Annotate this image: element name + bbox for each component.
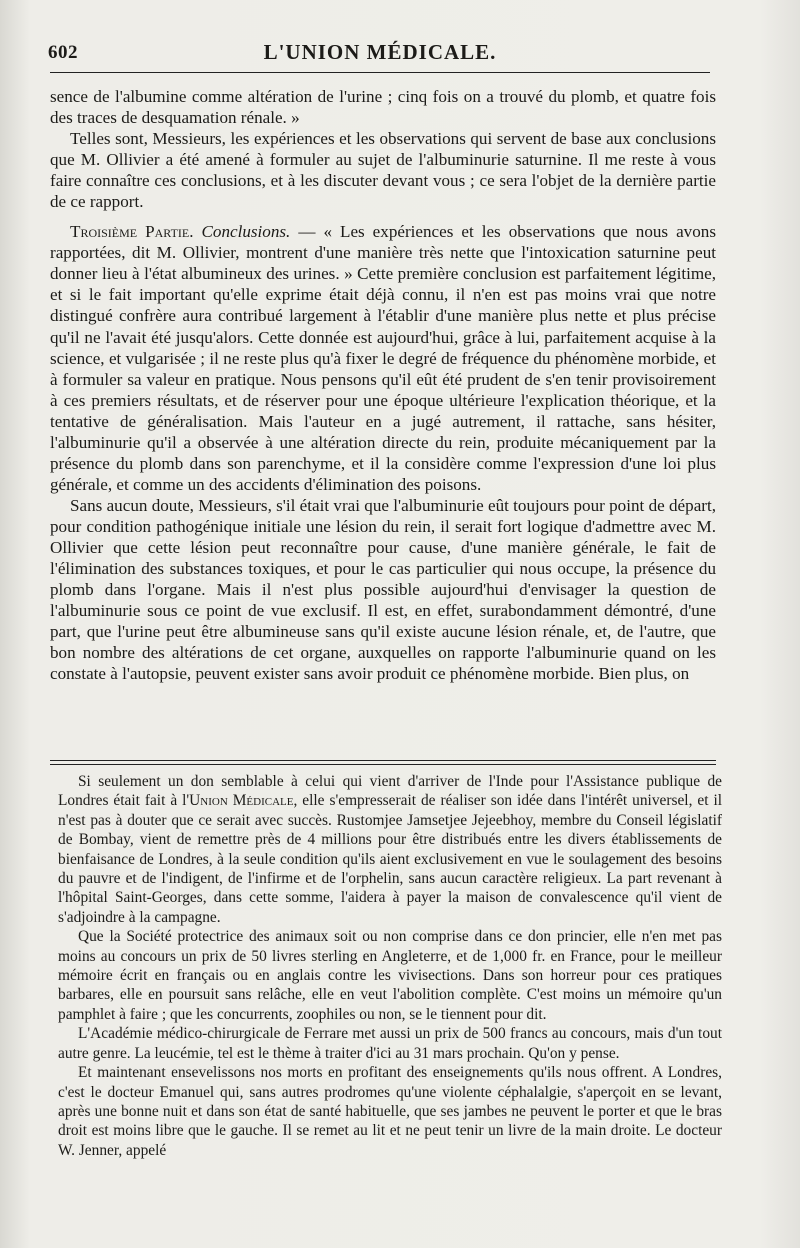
note-1-text-b: , elle s'empresserait de réaliser son idée dans l'intérêt universel, et il n'est pas à douter que ce serait avec succès. Rustomjee Jamsetjee Jejeebhoy, membre du Conseil législatif de Bombay, vient de remettre près de 4 millions pour être distribués entre les divers établissements de bienfaisance de Londres, à la seule condition qu'ils aient exclusivement en vue le soulagement des besoins du pauvre et de l'indigent, de l'infirme et de l'orphelin, sans aucun caractère religieux. La part revenant à l'hôpital Saint-Georges, dans cette somme, l'aidera à payer la maison de convalescence qu'il vient de s'adjoindre à la campagne. (58, 792, 723, 926)
page-header (48, 36, 712, 66)
paragraph-conclusions (50, 221, 716, 495)
header-rule (50, 72, 710, 73)
section-subheading: Conclusions. (201, 222, 291, 242)
note-assistance-publique (58, 772, 722, 927)
section-heading: Troisième Partie. (70, 222, 194, 242)
paragraph-telles-sont: Telles sont, Messieurs, les expériences et les observations qui servent de base aux conclusions que M. Ollivier a été amené à formuler au sujet de l'albuminurie saturnine. Il me reste à vous faire connaître ces conclusions, et à les discuter devant vous ; ce sera l'objet de la dernière partie de ce rapport. (50, 129, 716, 212)
footnote-separator (50, 760, 716, 765)
paragraph-sans-aucun-doute: Sans aucun doute, Messieurs, s'il était vrai que l'albuminurie eût toujours pour point de départ, pour condition pathogénique initiale une lésion du rein, il serait fort logique d'admettre avec M. Ollivier que cette lésion peut reconnaître pour cause, d'une manière générale, le fait de l'élimination des substances toxiques, et pour le cas particulier qui nous occupe, la présence du plomb dans l'organe. Mais il n'est plus possible aujourd'hui d'envisager la question de l'albuminurie sous ce point de vue exclusif. Il est, en effet, surabondamment démontré, d'une part, que l'urine peut être albumineuse sans qu'il existe aucune lésion rénale, et, de l'autre, que bon nombre des altérations de cet organe, auxquelles on rapporte l'albuminurie quand on les constate à l'autopsie, peuvent exister sans avoir produit ce phénomène morbide. Bien plus, on (50, 495, 716, 684)
note-docteur-emanuel: Et maintenant ensevelissons nos morts en profitant des enseignements qu'ils nous offrent. A Londres, c'est le docteur Emanuel qui, sans autres prodromes qu'une violente céphalalgie, s'aperçoit en se levant, après une bonne nuit et dans son état de santé habituelle, que ses jambes ne peuvent le porter et que le bras droit est moins libre que le gauche. Il se remet au lit et ne peut tenir un livre de la main droite. Le docteur W. Jenner, appelé (58, 1064, 722, 1159)
page-number: 602 (48, 42, 78, 63)
note-societe-protectrice: Que la Société protectrice des animaux soit ou non comprise dans ce don princier, elle n'en met pas moins au concours un prix de 50 livres sterling en Angleterre, et de 1,000 fr. en France, pour le meilleur mémoire écrit en français ou en anglais contre les vivisections. Dans son horreur pour ces pratiques barbares, elle en poursuit sans relâche, elle en veut l'abolition complète. C'est moins un mémoire qu'un pamphlet à faire ; que les concurrents, zoophiles ou non, se le tiennent pour dit. (58, 928, 722, 1023)
paragraph-continuation: sence de l'albumine comme altération de l'urine ; cinq fois on a trouvé du plomb, et quatre fois des traces de desquamation rénale. » (50, 87, 716, 128)
note-1-journal-name: Union Médicale (189, 792, 294, 810)
paragraph-conclusions-text: — « Les expériences et les observations que nous avons rapportées, dit M. Ollivier, montrent d'une manière très nette que l'intoxication saturnine peut donner lieu à l'état albumineux des urines. » Cette première conclusion est parfaitement légitime, et si le fait important qu'elle exprime était déjà connu, il n'en est pas moins vrai que notre distingué confrère aura contribué largement à l'établir d'une manière plus nette et plus précise qu'il ne l'avait été jusqu'alors. Cette donnée est aujourd'hui, grâce à lui, parfaitement acquise à la science, et vulgarisée ; il ne reste plus qu'à fixer le degré de fréquence du phénomène morbide, et à formuler sa valeur en pratique. Nous pensons qu'il eût été prudent de s'en tenir provisoirement à ces premiers résultats, et de réserver pour une époque ultérieure l'explication théorique, et la tentative de généralisation. Mais l'auteur en a jugé autrement, il rattache, sans hésiter, l'albuminurie qu'il a observée à une altération directe du rein, produite mécaniquement par la présence du plomb dans son parenchyme, et il la considère comme l'expression d'une loi plus générale, et comme un des accidents d'élimination des poisons. (50, 222, 716, 494)
journal-title: L'UNION MÉDICALE. (263, 40, 497, 64)
note-academie-ferrare: L'Académie médico-chirurgicale de Ferrare met aussi un prix de 500 francs au concours, mais d'un tout autre genre. La leucémie, tel est le thème à traiter d'ici au 31 mars prochain. Qu'on y pense. (58, 1025, 722, 1062)
main-body (50, 86, 716, 684)
note-1-text-a: Si seulement un don semblable à celui qui vient d'arriver de l'Inde pour l'Assistance publique de Londres était fait à l' (58, 773, 722, 810)
feuilleton-notes (58, 772, 722, 1160)
